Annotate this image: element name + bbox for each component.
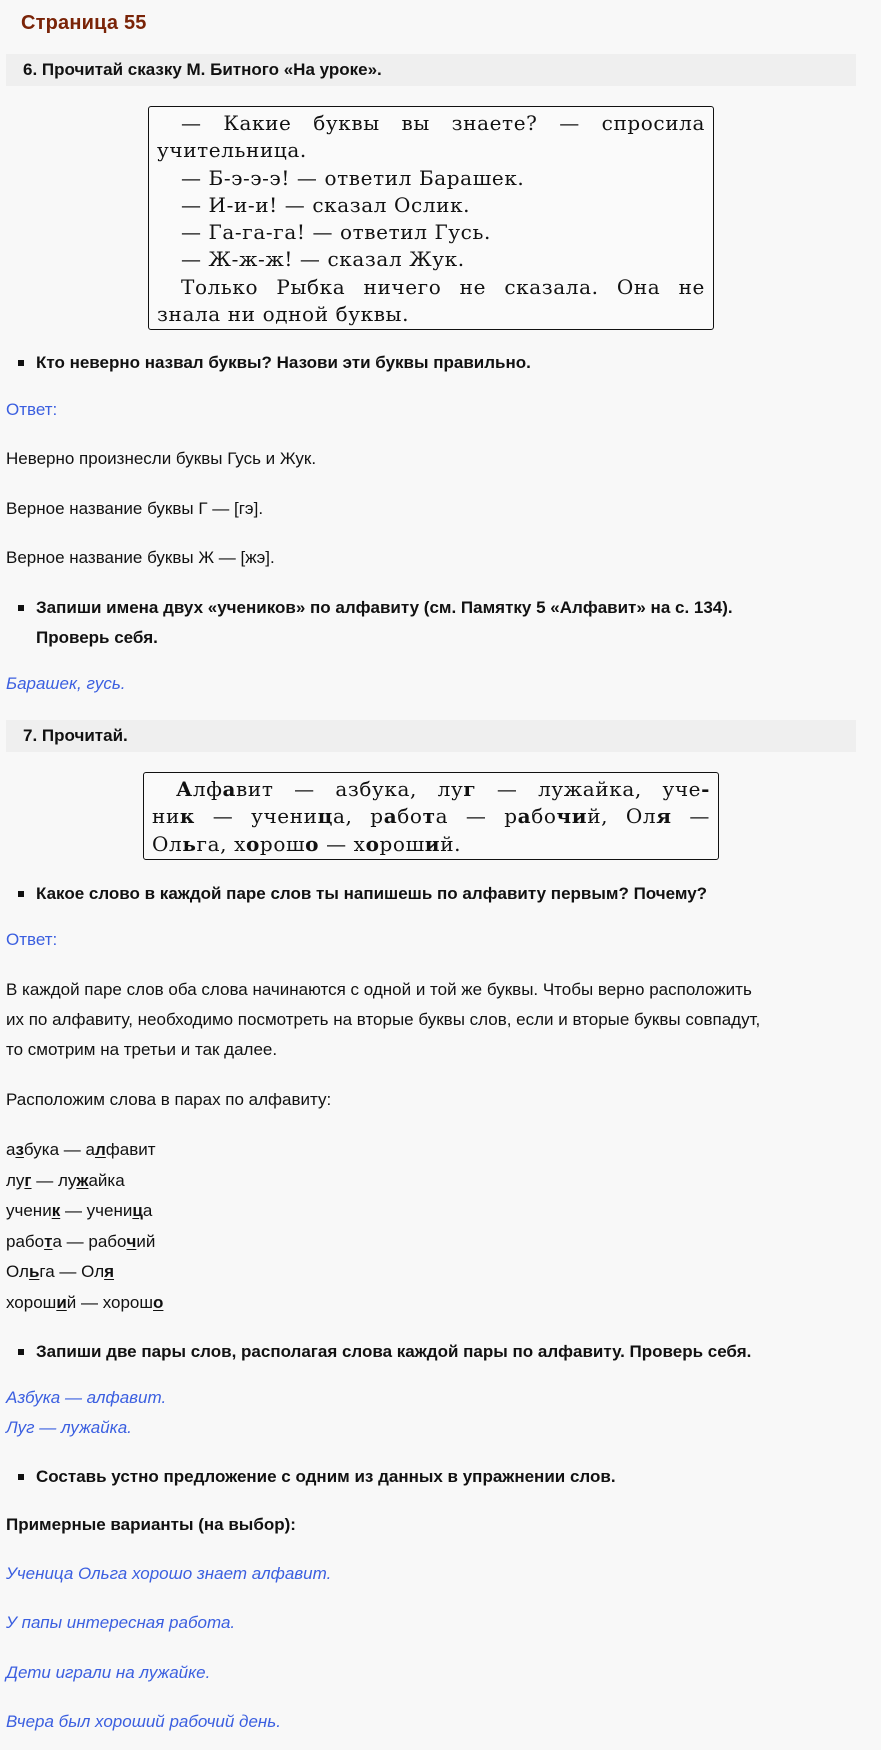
text-fragment: — лужайка, уче: [476, 777, 702, 801]
excerpt-line: — Какие буквы вы знаете? — спросила: [181, 111, 705, 135]
task-6-header: 6. Прочитай сказку М. Битного «На уроке».: [6, 54, 856, 86]
dash-separator: —: [54, 1262, 82, 1281]
word-part: а: [85, 1140, 95, 1159]
dash-separator: —: [31, 1170, 58, 1190]
variant-sentence: Дети играли на лужайке.: [6, 1663, 211, 1682]
highlighted-letter: и: [56, 1292, 67, 1312]
explanation-text: [6, 975, 866, 1065]
dash-separator: —: [76, 1292, 103, 1312]
word-pair: [6, 1257, 866, 1288]
answer-text: Неверно произнесли буквы Гусь и Жук.: [6, 449, 317, 468]
highlighted-letter: з: [15, 1140, 24, 1159]
bold-fragment: а: [222, 777, 237, 801]
variant-sentence: Вчера был хороший рабочий день.: [6, 1712, 281, 1731]
excerpt-line: учительница.: [157, 138, 307, 163]
bold-fragment: г: [463, 777, 477, 801]
highlighted-letter: я: [104, 1262, 115, 1281]
dash-separator: —: [61, 1231, 89, 1251]
excerpt-line: знала ни одной буквы.: [157, 302, 410, 327]
excerpt-line: — Б-э-э-э! — ответил Барашек.: [181, 165, 525, 190]
word-part: учени: [6, 1201, 52, 1220]
variant-sentence: Ученица Ольга хорошо знает алфавит.: [6, 1564, 332, 1583]
word-pair: [6, 1196, 866, 1227]
text-fragment: л: [192, 777, 207, 801]
variants-label: Примерные варианты (на выбор):: [6, 1515, 296, 1534]
question-bullet: Какое слово в каждой паре слов ты напишешь по алфавиту первым? Почему?: [18, 879, 856, 909]
word-part: а: [142, 1201, 153, 1220]
highlighted-letter: ж: [76, 1170, 89, 1190]
highlighted-letter: ч: [126, 1231, 137, 1251]
highlighted-letter: т: [44, 1231, 53, 1251]
word-pair: [6, 1288, 866, 1319]
word-part: хорош: [102, 1292, 154, 1312]
word-pair: [6, 1135, 866, 1166]
word-pair: [6, 1166, 866, 1197]
question-line: Запиши имена двух «учеников» по алфавиту (см. Памятку 5 «Алфавит» на с. 134).: [36, 598, 733, 617]
word-part: хорош: [6, 1292, 57, 1312]
word-part: Ол: [6, 1262, 29, 1281]
excerpt-line: Ольга, хорошо — хороший.: [152, 831, 462, 856]
word-pair: [6, 1227, 866, 1258]
answer-text: Барашек, гусь.: [6, 674, 126, 693]
answer-text: Азбука — алфавит.: [6, 1388, 167, 1407]
question-line: Проверь себя.: [36, 628, 158, 647]
highlighted-letter: ц: [132, 1201, 143, 1220]
answer-label: Ответ:: [6, 930, 58, 949]
textbook-excerpt-fairy-tale: [148, 106, 714, 330]
variant-sentence: У папы интересная работа.: [6, 1613, 236, 1632]
explanation-line: их по алфавиту, необходимо посмотреть на вторые буквы слов, если и вторые буквы совпадут,: [6, 1010, 761, 1029]
question-bullet: Составь устно предложение с одним из данных в упражнении слов.: [18, 1462, 856, 1492]
highlighted-letter: ь: [28, 1262, 40, 1281]
word-part: айка: [88, 1170, 125, 1190]
answer-label: Ответ:: [6, 400, 58, 419]
textbook-excerpt-word-pairs: [143, 772, 719, 860]
word-part: лу: [57, 1170, 77, 1190]
task-7-header: 7. Прочитай.: [6, 720, 856, 752]
explanation-line: В каждой паре слов оба слова начинаются с одной и той же буквы. Чтобы верно расположить: [6, 980, 752, 999]
page-title: Страница 55: [21, 12, 147, 34]
pairs-intro: Расположим слова в парах по алфавиту:: [6, 1090, 332, 1109]
highlighted-letter: к: [51, 1201, 61, 1220]
word-part: рабо: [88, 1231, 127, 1251]
explanation-line: то смотрим на третьи и так далее.: [6, 1040, 278, 1059]
text-fragment: ф: [206, 777, 223, 801]
excerpt-line: ник — ученица, работа — рабочий, Оля —: [152, 804, 711, 829]
word-part: лу: [6, 1170, 25, 1190]
dash-separator: —: [59, 1140, 86, 1159]
question-bullet: Запиши две пары слов, располагая слова каждой пары по алфавиту. Проверь себя.: [18, 1337, 856, 1367]
word-part: рабо: [6, 1231, 45, 1251]
word-part: га: [39, 1262, 55, 1281]
excerpt-line: — Га-га-га! — ответил Гусь.: [181, 220, 491, 245]
excerpt-line: [152, 776, 710, 803]
bold-fragment: А: [176, 777, 193, 801]
bold-fragment: -: [701, 777, 710, 801]
word-part: а: [52, 1231, 62, 1251]
word-part: бука: [23, 1140, 60, 1159]
excerpt-line: — И-и-и! — сказал Ослик.: [181, 192, 471, 217]
answer-text: Верное название буквы Г — [гэ].: [6, 499, 264, 518]
word-part: Ол: [81, 1262, 105, 1281]
answer-text: Верное название буквы Ж — [жэ].: [6, 548, 275, 567]
word-pairs-list: [6, 1135, 866, 1318]
word-part: а: [6, 1140, 16, 1159]
highlighted-letter: л: [94, 1140, 106, 1159]
word-part: учени: [86, 1201, 133, 1220]
word-part: й: [66, 1292, 77, 1312]
highlighted-letter: г: [24, 1170, 32, 1190]
question-bullet: [18, 593, 856, 653]
text-fragment: вит — азбука, лу: [236, 777, 464, 801]
dash-separator: —: [60, 1201, 87, 1220]
highlighted-letter: о: [153, 1292, 164, 1312]
answer-text: Луг — лужайка.: [6, 1418, 132, 1437]
question-bullet: Кто неверно назвал буквы? Назови эти буквы правильно.: [18, 348, 856, 378]
word-part: фавит: [105, 1140, 156, 1159]
word-part: ий: [136, 1231, 156, 1251]
excerpt-line: — Ж-ж-ж! — сказал Жук.: [181, 247, 465, 272]
excerpt-line: Только Рыбка ничего не сказала. Она не: [181, 274, 705, 299]
